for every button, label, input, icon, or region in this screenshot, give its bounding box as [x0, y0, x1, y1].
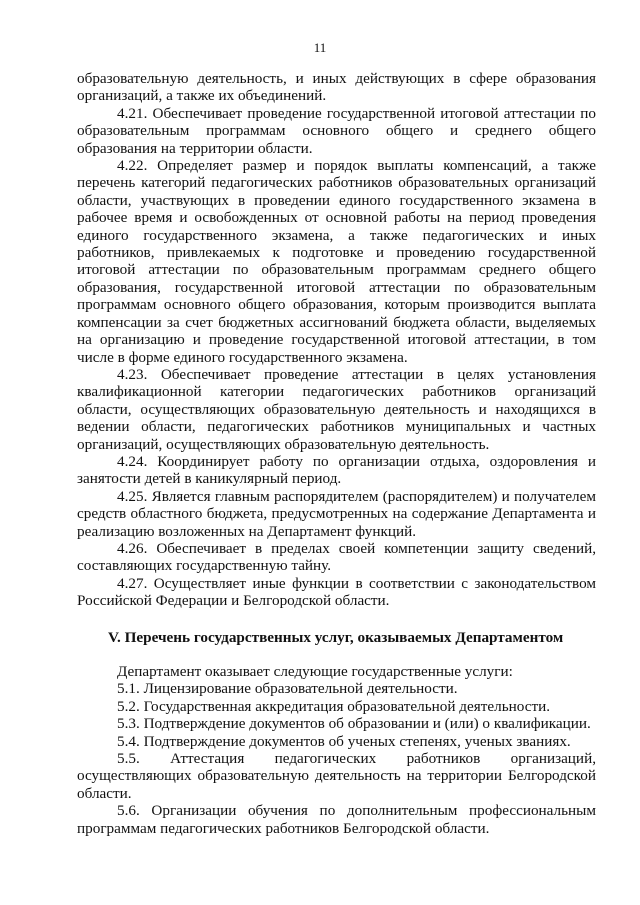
paragraph-4-25: 4.25. Является главным распорядителем (распорядителем) и получателем средств областного бюджета, предусмотренных на содержание Департамента и реализацию возложенных на Департамент функций. [77, 487, 596, 540]
service-item-5-4: 5.4. Подтверждение документов об ученых степенях, ученых званиях. [117, 732, 571, 750]
service-item-5-5: 5.5. Аттестация педагогических работников организаций, осуществляющих образовательную деятельность на территории Белгородской области. [77, 750, 596, 802]
service-item-5-6: 5.6. Организации обучения по дополнительным профессиональным программам педагогических работников Белгородской области. [77, 802, 596, 837]
paragraph-4-27: 4.27. Осуществляет иные функции в соответствии с законодательством Российской Федерации и Белгородской области. [77, 574, 596, 610]
paragraph-4-22: 4.22. Определяет размер и порядок выплаты компенсаций, а также перечень категорий педагогических работников образовательных организаций области, участвующих в проведении единого государственного экзамена в рабочее время и освобожденных от основной работы на период проведения единого государственного экзамена, а также педагогических и иных работников, привлекаемых к подготовке и проведению государственной итоговой аттестации по образовательным программам среднего общего образования, государственной итоговой аттестации по образовательным программам основного общего образования, которым производится выплата компенсации за счет бюджетных ассигнований бюджета области, выделяемых на организацию и проведение государственной итоговой аттестации, в том числе в форме единого государственного экзамена. [77, 157, 596, 366]
page-number: 11 [313, 40, 327, 55]
service-item-5-2: 5.2. Государственная аккредитация образовательной деятельности. [117, 697, 551, 715]
paragraph-4-23: 4.23. Обеспечивает проведение аттестации в целях установления квалификационной категории педагогических работников организаций области, осуществляющих образовательную деятельность и находящихся в ведении области, педагогических работников муниципальных и частных организаций, осуществляющих образовательную деятельность. [77, 365, 596, 453]
paragraph-4-24: 4.24. Координирует работу по организации отдыха, оздоровления и занятости детей в каникулярный период. [77, 452, 596, 488]
document-body [77, 70, 596, 837]
paragraph-4-26: 4.26. Обеспечивает в пределах своей компетенции защиту сведений, составляющих государственную тайну. [77, 539, 596, 575]
paragraph-4-21: 4.21. Обеспечивает проведение государственной итоговой аттестации по образовательным программам основного общего и среднего общего образования на территории области. [77, 104, 596, 157]
service-item-5-1: 5.1. Лицензирование образовательной деятельности. [117, 680, 458, 698]
service-item-5-3: 5.3. Подтверждение документов об образовании и (или) о квалификации. [117, 715, 591, 733]
section-heading: V. Перечень государственных услуг, оказываемых Департаментом [108, 628, 564, 646]
section-intro: Департамент оказывает следующие государственные услуги: [117, 663, 513, 680]
paragraph-continuation: образовательную деятельность, и иных действующих в сфере образования организаций, а также их объединений. [77, 70, 596, 105]
